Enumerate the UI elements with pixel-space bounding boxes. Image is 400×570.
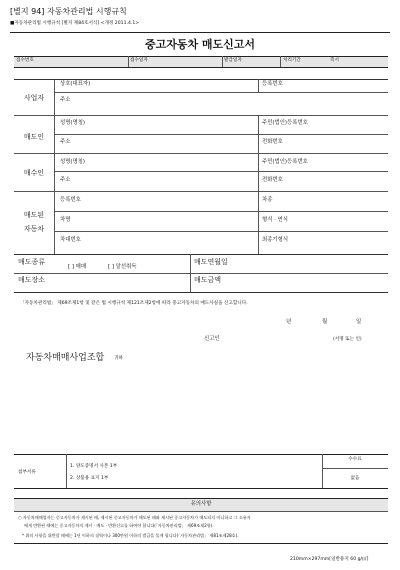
seller-name-label: 성명(명칭)	[60, 120, 86, 126]
form-id: [별지 94] 자동차관리법 시행규칙	[10, 7, 127, 16]
attachments-label: 첨부서류	[18, 470, 36, 475]
issue-date-label: 발급일자	[224, 58, 242, 63]
recipient-suffix: 귀하	[114, 356, 123, 361]
sale-type-option-trade[interactable]: [ ] 매매	[68, 264, 87, 270]
date-year[interactable]: 년	[286, 319, 292, 325]
sale-date-label: 매도연월일	[194, 258, 228, 266]
receipt-number-label: 접수번호	[16, 58, 34, 63]
vehicle-type-label: 차종	[262, 197, 273, 203]
date-month[interactable]: 월	[322, 319, 328, 325]
declaration-text: 「자동차관리법」 제69조제1항 및 같은 법 시행규칙 제121조제2항에 따라 중고자동차의 매도사실을 신고합니다.	[20, 301, 248, 306]
buyer-name-label: 성명(명칭)	[60, 159, 86, 165]
buyer-id-label: 주민(법인)등록번호	[262, 159, 308, 165]
business-reg-no-label: 등록번호	[262, 81, 283, 87]
section-vehicle-title-1: 매도된	[23, 211, 45, 219]
seller-phone-label: 전화번호	[262, 139, 283, 145]
paper-size-footer: 210mm×297mm[일반용지 60 g/㎡]	[290, 557, 369, 562]
fee-value: 없음	[350, 476, 360, 481]
section-business-title: 사업자	[23, 94, 45, 102]
seller-address-label: 주소	[60, 139, 71, 145]
signature-label: 신고인	[204, 336, 220, 342]
signature-note: (서명 또는 인)	[333, 337, 362, 342]
sale-amount-label: 매도금액	[194, 276, 222, 284]
vehicle-reg-no-label: 등록번호	[60, 197, 81, 203]
sale-type-label: 매도종류	[18, 258, 46, 266]
section-buyer-title: 매수인	[23, 169, 45, 177]
sale-type-option-brokered[interactable]: [ ] 알선취득	[108, 264, 137, 270]
form-subtitle: ■자동차관리법 시행규칙 [별지 제84호서식] <개정 2011.4.1>	[10, 21, 140, 26]
recipient-name: 자동차매매사업조합	[26, 353, 105, 363]
vehicle-final-type-label: 최종기형식	[262, 237, 289, 243]
attachment-item-2: 2. 상품용 표지 1부	[70, 476, 109, 481]
notice-line-3: * 위의 사항을 위반할 때에는 1년 이하의 징역이나 300만원 이하의 벌금을 물게 됩니다(「자동차관리법」 제81조제28호).	[22, 533, 239, 538]
business-name-label: 상호(대표자)	[60, 81, 91, 87]
processing-period-label: 처리기간	[283, 58, 301, 63]
receipt-date-label: 접수일자	[130, 58, 148, 63]
seller-id-label: 주민(법인)등록번호	[262, 120, 308, 126]
fee-label: 수수료	[348, 457, 362, 462]
page-title: 중고자동차 매도신고서	[144, 38, 256, 51]
notice-line-1: ○ 자동차매매업자는 중고자동차가 제시된 때, 제시된 중고자동차가 매도된 때와 제시된 중고자동차가 매도되지 아니하고 그 소유자	[18, 515, 251, 520]
section-vehicle-title-2: 자동차	[23, 225, 45, 233]
section-seller-title: 매도인	[23, 133, 45, 141]
business-address-label: 주소	[60, 97, 71, 103]
processing-period-value: 즉시	[330, 58, 339, 63]
vehicle-chassis-label: 차대번호	[60, 237, 81, 243]
attachment-item-1: 1. 양도증명서 사본 1부	[70, 464, 118, 469]
vehicle-name-label: 차명	[60, 217, 71, 223]
notice-heading: 유의사항	[190, 501, 212, 507]
sale-place-label: 매도장소	[18, 276, 46, 284]
top-rule	[10, 32, 390, 33]
notice-line-2: 에게 반환된 때에는 중고자동차의 제시 · 매도 · 반환신고를 하여야 합니다(「자동차관리법」 제69조제2항).	[24, 523, 214, 528]
buyer-phone-label: 전화번호	[262, 177, 283, 183]
date-day[interactable]: 일	[356, 319, 362, 325]
buyer-address-label: 주소	[60, 177, 71, 183]
vehicle-model-year-label: 형식 · 연식	[262, 217, 288, 223]
